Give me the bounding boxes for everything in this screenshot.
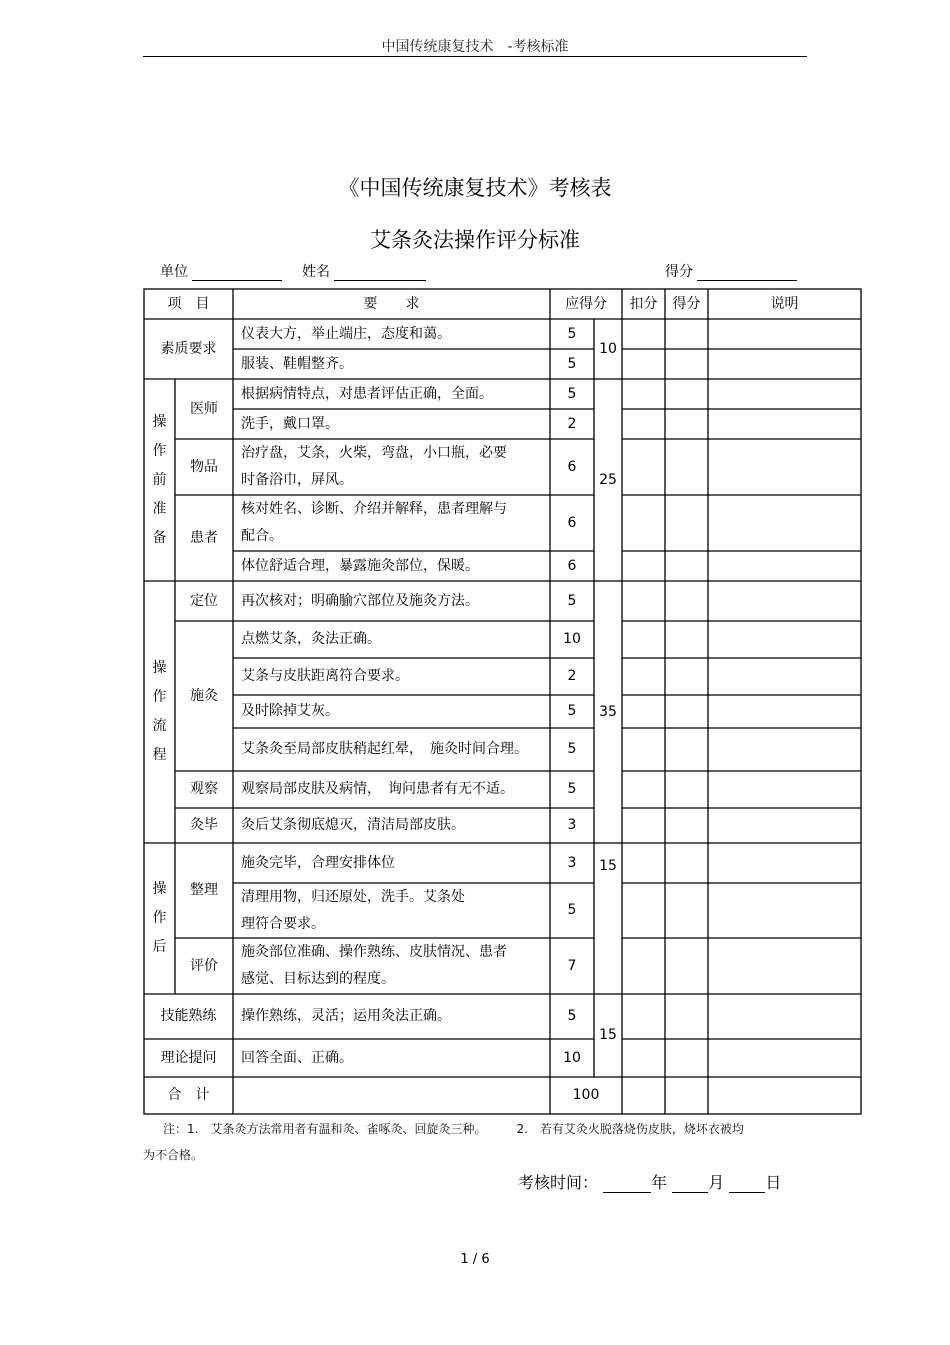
section-post-op xyxy=(144,843,175,994)
req-row-7: 体位舒适合理，暴露施灸部位，保暖。 xyxy=(241,557,479,574)
pts-row-7: 6 xyxy=(567,557,577,574)
subtotal-process: 35 xyxy=(599,703,617,720)
req-row-15: 施灸完毕，合理安排体位 xyxy=(241,854,395,871)
pts-row-18: 5 xyxy=(567,1008,577,1025)
month-blank[interactable] xyxy=(672,1176,708,1193)
day-label: 日 xyxy=(765,1173,782,1192)
header-deduct: 扣分 xyxy=(629,295,658,312)
req-row-6: 核对姓名、诊断、介绍并解释，患者理解与配合。 xyxy=(241,501,507,544)
subtotal-quality: 10 xyxy=(599,340,617,357)
name-label: 姓名 xyxy=(302,264,330,280)
pts-row-5: 6 xyxy=(567,458,577,475)
year-blank[interactable] xyxy=(603,1176,651,1193)
req-row-14: 灸后艾条彻底熄灭，清洁局部皮肤。 xyxy=(241,817,465,834)
running-header: 中国传统康复技术 -考核标准 xyxy=(381,39,569,55)
unit-label: 单位 xyxy=(160,264,188,280)
pts-row-14: 3 xyxy=(567,817,577,834)
sub-moxa: 施灸 xyxy=(190,687,218,704)
pts-row-8: 5 xyxy=(567,592,577,609)
subtotal-skill-theory: 15 xyxy=(599,1027,617,1044)
page-title: 《中国传统康复技术》考核表 xyxy=(338,176,612,200)
req-row-18: 操作熟练，灵活；运用灸法正确。 xyxy=(241,1008,451,1025)
sub-locate: 定位 xyxy=(190,592,218,609)
month-label: 月 xyxy=(708,1173,725,1192)
subtotal-pre-op: 25 xyxy=(599,471,617,488)
req-row-3: 根据病情特点，对患者评估正确，全面。 xyxy=(241,385,493,402)
name-field xyxy=(302,261,426,281)
req-row-5: 治疗盘，艾条，火柴，弯盘，小口瓶，必要时备浴巾，屏风。 xyxy=(241,445,507,488)
pts-row-1: 5 xyxy=(567,325,577,342)
subtotal-post-op: 15 xyxy=(599,857,617,874)
pts-row-19: 10 xyxy=(563,1049,581,1066)
pts-row-11: 5 xyxy=(567,703,577,720)
sub-patient: 患者 xyxy=(190,529,218,546)
score-blank[interactable] xyxy=(697,264,797,281)
pts-row-13: 5 xyxy=(567,781,577,798)
req-row-2: 服装、鞋帽整齐。 xyxy=(241,355,353,372)
pts-row-6: 6 xyxy=(567,514,577,531)
name-blank[interactable] xyxy=(334,264,426,281)
exam-time xyxy=(518,1170,781,1193)
page-number: 1 / 6 xyxy=(460,1252,490,1267)
req-row-8: 再次核对；明确腧穴部位及施灸方法。 xyxy=(241,592,479,609)
note-line-2: 为不合格。 xyxy=(143,1148,204,1162)
header-score: 得分 xyxy=(672,295,701,312)
pts-row-10: 2 xyxy=(567,668,577,685)
req-row-12: 艾条灸至局部皮肤稍起红晕， 施灸时间合理。 xyxy=(241,741,528,758)
section-post-op-label: 操作后 xyxy=(152,881,167,955)
page-subtitle: 艾条灸法操作评分标准 xyxy=(370,228,580,252)
section-theory: 理论提问 xyxy=(160,1049,217,1066)
unit-blank[interactable] xyxy=(192,264,282,281)
pts-row-12: 5 xyxy=(567,741,577,758)
pts-row-2: 5 xyxy=(567,355,577,372)
score-label: 得分 xyxy=(665,264,693,280)
header-item: 项 目 xyxy=(167,295,210,312)
sub-observe: 观察 xyxy=(190,781,218,798)
exam-time-label: 考核时间： xyxy=(518,1173,599,1192)
sub-doctor: 医师 xyxy=(190,400,218,417)
header-requirement: 要 求 xyxy=(363,295,420,312)
section-skill: 技能熟练 xyxy=(160,1008,217,1025)
note-line-1: 注：1. 艾条灸方法常用者有温和灸、雀啄灸、回旋灸三种。 2. 若有艾灸火脱落烧伤皮肤，烧坏衣被均 xyxy=(163,1122,744,1136)
header-should-score: 应得分 xyxy=(565,295,607,312)
req-row-11: 及时除掉艾灰。 xyxy=(241,703,339,720)
pts-row-16: 5 xyxy=(567,902,577,919)
section-total: 合 计 xyxy=(167,1087,210,1104)
pts-row-4: 2 xyxy=(567,415,577,432)
pts-row-9: 10 xyxy=(563,631,581,648)
year-label: 年 xyxy=(651,1173,668,1192)
req-row-17: 施灸部位准确、操作熟练、皮肤情况、患者感觉、目标达到的程度。 xyxy=(241,944,507,987)
pts-row-3: 5 xyxy=(567,385,577,402)
section-pre-op-label: 操作前准备 xyxy=(152,413,167,546)
score-field xyxy=(665,261,797,281)
section-pre-op xyxy=(144,379,175,581)
total-points: 100 xyxy=(572,1087,600,1104)
sub-arrange: 整理 xyxy=(190,882,218,899)
sub-items: 物品 xyxy=(190,458,218,475)
section-process xyxy=(144,581,175,843)
sub-finish: 灸毕 xyxy=(190,817,218,834)
sub-evaluate: 评价 xyxy=(190,957,218,974)
unit-field xyxy=(160,261,282,281)
req-row-10: 艾条与皮肤距离符合要求。 xyxy=(241,668,409,685)
section-quality: 素质要求 xyxy=(160,340,217,357)
req-row-4: 洗手，戴口罩。 xyxy=(241,415,339,432)
req-row-19: 回答全面、正确。 xyxy=(241,1049,353,1066)
req-row-9: 点燃艾条，灸法正确。 xyxy=(241,631,381,648)
req-row-13: 观察局部皮肤及病情， 询问患者有无不适。 xyxy=(241,781,514,798)
header-rule xyxy=(143,56,807,57)
req-row-1: 仪表大方，举止端庄，态度和蔼。 xyxy=(241,325,451,342)
header-remarks: 说明 xyxy=(770,295,799,312)
day-blank[interactable] xyxy=(729,1176,765,1193)
pts-row-17: 7 xyxy=(567,957,577,974)
pts-row-15: 3 xyxy=(567,854,577,871)
section-process-label: 操作流程 xyxy=(152,660,167,763)
req-row-16: 清理用物，归还原处，洗手。艾条处理符合要求。 xyxy=(241,888,465,932)
